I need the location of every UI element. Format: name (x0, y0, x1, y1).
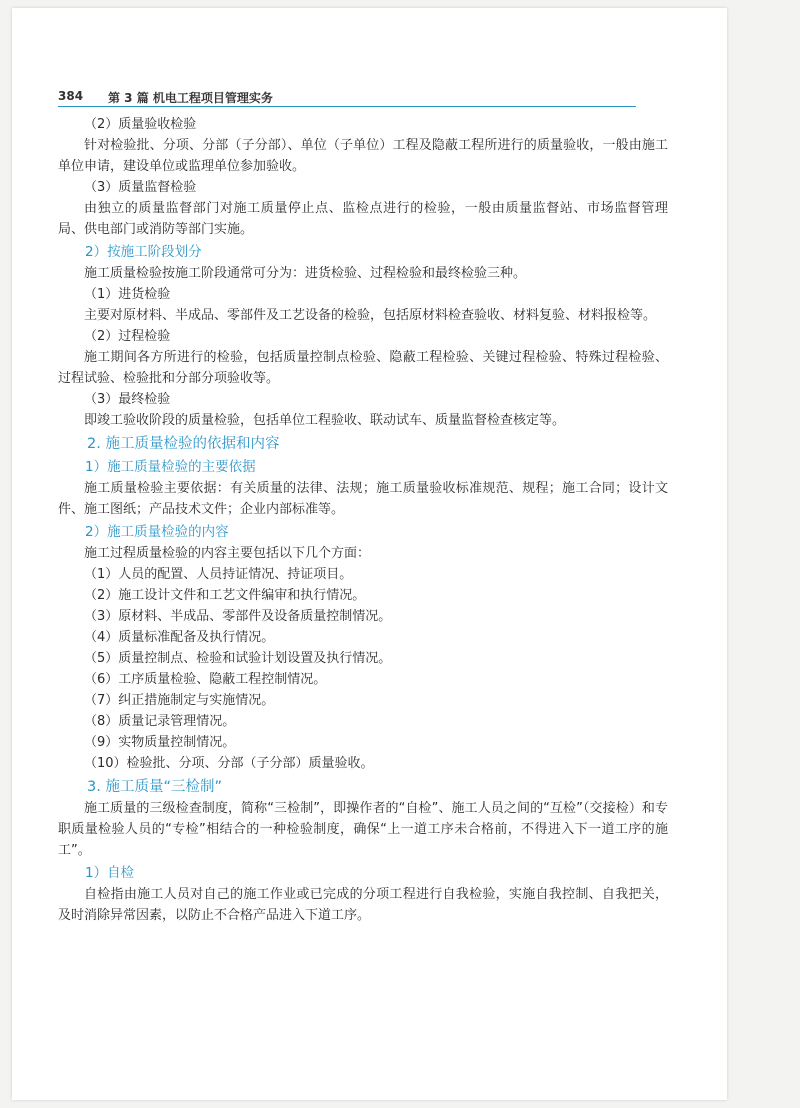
paragraph: 施工质量检验主要依据：有关质量的法律、法规；施工质量验收标准规范、规程；施工合同；设计文件、施工图纸；产品技术文件；企业内部标准等。 (58, 481, 668, 517)
sub-heading: （4）质量标准配备及执行情况。 (84, 630, 275, 645)
body-text (58, 114, 668, 926)
sub-heading: （3）最终检验 (84, 392, 171, 407)
sub-heading: （7）纠正措施制定与实施情况。 (84, 693, 275, 708)
paragraph: 施工期间各方所进行的检验，包括质量控制点检验、隐蔽工程检验、关键过程检验、特殊过程检验、过程试验、检验批和分部分项验收等。 (58, 350, 668, 386)
page-header (58, 84, 636, 107)
section-heading: 2. 施工质量检验的依据和内容 (87, 436, 280, 452)
sub-heading: （10）检验批、分项、分部（子分部）质量验收。 (84, 756, 374, 771)
sub-heading: （3）原材料、半成品、零部件及设备质量控制情况。 (84, 609, 392, 624)
sub-heading: （2）施工设计文件和工艺文件编审和执行情况。 (84, 588, 366, 603)
sub-heading: （1）进货检验 (84, 287, 171, 302)
page-number: 384 (58, 89, 84, 103)
subsection-heading: 1）施工质量检验的主要依据 (85, 459, 256, 475)
paragraph: 针对检验批、分项、分部（子分部）、单位（子单位）工程及隐蔽工程所进行的质量验收，一般由施工单位申请，建设单位或监理单位参加验收。 (58, 138, 668, 174)
subsection-heading: 2）按施工阶段划分 (85, 244, 202, 260)
paragraph: 施工质量的三级检查制度，简称“三检制”，即操作者的“自检”、施工人员之间的“互检”（交接检）和专职质量检验人员的“专检”相结合的一种检验制度，确保“上一道工序未合格前，不得进入下一道工序的施工”。 (58, 801, 668, 858)
paragraph: 施工质量检验按施工阶段通常可分为：进货检验、过程检验和最终检验三种。 (84, 266, 527, 281)
sub-heading: （6）工序质量检验、隐蔽工程控制情况。 (84, 672, 327, 687)
section-heading: 3. 施工质量“三检制” (87, 779, 222, 795)
sub-heading: （2）过程检验 (84, 329, 171, 344)
subsection-heading: 2）施工质量检验的内容 (85, 524, 229, 540)
paragraph: 自检指由施工人员对自己的施工作业或已完成的分项工程进行自我检验，实施自我控制、自我把关，及时消除异常因素，以防止不合格产品进入下道工序。 (58, 887, 668, 923)
sub-heading: （3）质量监督检验 (84, 180, 197, 195)
paragraph: 即竣工验收阶段的质量检验，包括单位工程验收、联动试车、质量监督检查核定等。 (84, 413, 566, 428)
sub-heading: （5）质量控制点、检验和试验计划设置及执行情况。 (84, 651, 392, 666)
paragraph: 施工过程质量检验的内容主要包括以下几个方面： (84, 546, 371, 561)
sub-heading: （2）质量验收检验 (84, 117, 197, 132)
sub-heading: （8）质量记录管理情况。 (84, 714, 236, 729)
sub-heading: （1）人员的配置、人员持证情况、持证项目。 (84, 567, 353, 582)
paragraph: 主要对原材料、半成品、零部件及工艺设备的检验，包括原材料检查验收、材料复验、材料报检等。 (84, 308, 657, 323)
sub-heading: （9）实物质量控制情况。 (84, 735, 236, 750)
chapter-title: 第 3 篇 机电工程项目管理实务 (108, 91, 273, 105)
subsection-heading: 1）自检 (85, 865, 135, 881)
paragraph: 由独立的质量监督部门对施工质量停止点、监检点进行的检验，一般由质量监督站、市场监督管理局、供电部门或消防等部门实施。 (58, 201, 668, 237)
